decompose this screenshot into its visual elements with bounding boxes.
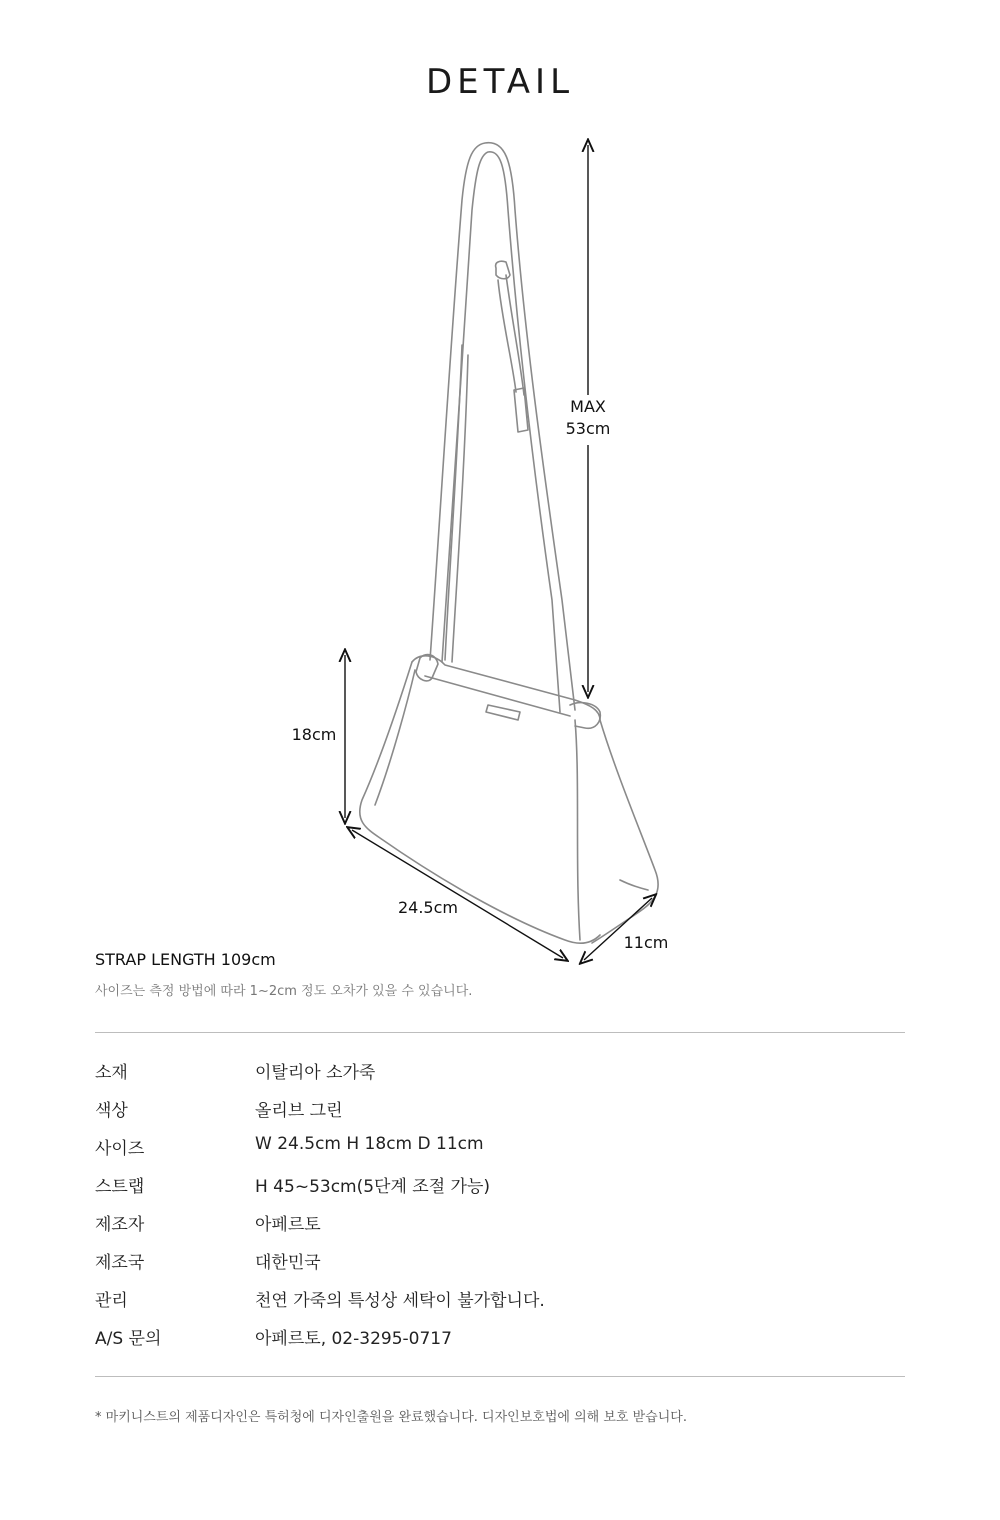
dimension-arrows [345, 145, 652, 960]
design-patent-note: * 마키니스트의 제품디자인은 특허청에 디자인출원을 완료했습니다. 디자인보호법에 의해 보호 받습니다. [95, 1410, 687, 1425]
spec-value: 이탈리아 소가죽 [255, 1063, 376, 1083]
spec-label: 소재 [95, 1063, 128, 1083]
divider-top [95, 1032, 905, 1033]
spec-label: 제조국 [95, 1253, 145, 1273]
spec-label: 색상 [95, 1101, 128, 1121]
size-note: 사이즈는 측정 방법에 따라 1~2cm 정도 오차가 있을 수 있습니다. [95, 984, 473, 999]
spec-row-size [95, 1134, 905, 1172]
spec-label: A/S 문의 [95, 1329, 162, 1349]
spec-value: 아페르토, 02-3295-0717 [255, 1329, 452, 1349]
spec-row-manufacturer [95, 1210, 905, 1248]
spec-row-as [95, 1324, 905, 1362]
strap-max-line2: 53cm [565, 419, 611, 438]
bag-diagram [0, 130, 1000, 970]
spec-row-origin [95, 1248, 905, 1286]
divider-bottom [95, 1376, 905, 1377]
spec-value: 올리브 그린 [255, 1101, 343, 1121]
spec-value: 대한민국 [255, 1253, 321, 1273]
spec-value: H 45~53cm(5단계 조절 가능) [255, 1177, 491, 1197]
strap-length: STRAP LENGTH 109cm [95, 950, 276, 969]
width-label: 24.5cm [397, 898, 458, 917]
strap-max-label [558, 396, 618, 440]
bag-outline [360, 143, 658, 944]
spec-value: 아페르토 [255, 1215, 321, 1235]
spec-label: 제조자 [95, 1215, 145, 1235]
spec-label: 사이즈 [95, 1139, 145, 1159]
depth-label: 11cm [623, 933, 669, 952]
spec-row-care [95, 1286, 905, 1324]
spec-value: 천연 가죽의 특성상 세탁이 불가합니다. [255, 1291, 545, 1311]
spec-row-strap [95, 1172, 905, 1210]
strap-max-line1: MAX [570, 397, 606, 416]
spec-row-material [95, 1058, 905, 1096]
spec-value: W 24.5cm H 18cm D 11cm [255, 1134, 484, 1154]
spec-label: 관리 [95, 1291, 128, 1311]
spec-table [95, 1058, 905, 1362]
height-label: 18cm [291, 725, 337, 744]
spec-label: 스트랩 [95, 1177, 145, 1197]
page-title: DETAIL [425, 62, 575, 102]
spec-row-color [95, 1096, 905, 1134]
